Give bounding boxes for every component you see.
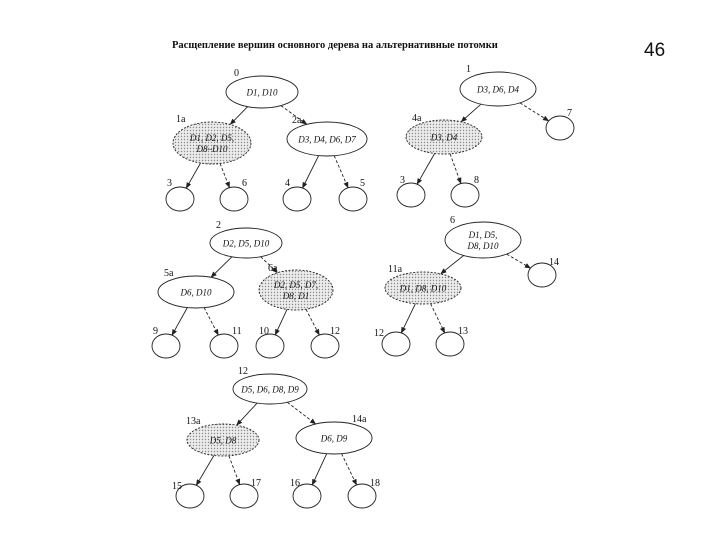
edge-m4a-m8 <box>450 154 461 184</box>
tree-node-q11a <box>385 264 461 304</box>
node-label: 14a <box>352 414 367 425</box>
node-ellipse <box>445 222 521 258</box>
node-content-text: D3, D4 <box>430 132 458 143</box>
tree-node-n5 <box>339 178 367 211</box>
node-label: 12 <box>330 326 340 337</box>
tree-node-p6a <box>259 263 333 310</box>
tree-node-n6 <box>220 178 248 211</box>
tree-node-n4 <box>283 178 311 211</box>
node-content-text: D3, D6, D4 <box>477 84 519 95</box>
edge-r14a-r18 <box>342 454 357 485</box>
edge-p2-p5a <box>211 257 232 278</box>
tree-node-q13 <box>436 326 468 356</box>
node-content-text: D2, D5, D7, <box>273 280 319 290</box>
edge-q6-q11a <box>441 256 464 274</box>
tree-node-p9 <box>152 326 180 358</box>
node-label: 3 <box>400 175 405 186</box>
edge-r14a-r16 <box>312 454 327 485</box>
node-content-text: D3, D4, D6, D7 <box>298 134 356 145</box>
node-content-text: D1, D10 <box>246 87 278 98</box>
node-label: 14 <box>549 257 559 268</box>
node-label: 12 <box>374 328 384 339</box>
node-label: 6 <box>242 178 247 189</box>
edge-q11a-q12 <box>401 304 415 333</box>
tree-node-r13a <box>186 416 259 456</box>
node-label: 1a <box>176 114 186 125</box>
tree-node-m1 <box>460 64 536 106</box>
node-ellipse <box>339 187 367 211</box>
tree-node-q12 <box>374 328 410 356</box>
node-label: 6 <box>450 215 455 226</box>
edge-r13a-r15 <box>196 456 214 486</box>
node-content-text: D2, D5, D10 <box>222 238 270 249</box>
node-content-text: D6, D10 <box>180 287 212 298</box>
node-content-text: D1, D5, <box>468 230 498 240</box>
node-content-text: D8–D10 <box>196 144 228 154</box>
tree-node-p5a <box>158 268 234 308</box>
diagram-title: Расщепление вершин основного дерева на альтернативные потомки <box>172 40 498 51</box>
tree-node-n2a <box>287 115 367 156</box>
edge-r13a-r17 <box>229 456 240 485</box>
node-label: 1 <box>466 64 471 75</box>
node-label: 16 <box>290 478 300 489</box>
tree-node-n3 <box>166 178 194 211</box>
tree-node-m7 <box>546 108 574 140</box>
node-content-text: D1, D2, D5, <box>189 133 235 143</box>
node-label: 9 <box>153 326 158 337</box>
node-ellipse <box>166 187 194 211</box>
edge-p6a-p10 <box>275 309 287 335</box>
edge-r12-r14a <box>287 402 315 424</box>
node-content-text: D5, D6, D8, D9 <box>241 384 299 395</box>
tree-node-m3 <box>397 175 425 207</box>
edge-m1-m7 <box>520 103 549 121</box>
node-label: 7 <box>567 108 572 119</box>
tree-node-p11 <box>210 326 242 358</box>
node-content-text: D8, D1 <box>282 291 310 301</box>
node-ellipse <box>451 183 479 207</box>
node-label: 15 <box>172 481 182 492</box>
node-ellipse <box>259 270 333 310</box>
node-label: 3 <box>167 178 172 189</box>
node-ellipse <box>283 187 311 211</box>
tree-node-p2 <box>210 220 282 258</box>
node-label: 13a <box>186 416 201 427</box>
node-label: 5a <box>164 268 174 279</box>
tree-node-r18 <box>348 478 380 508</box>
tree-node-q6 <box>445 215 521 258</box>
tree-nodes <box>152 64 574 508</box>
node-ellipse <box>397 183 425 207</box>
edge-p6a-p12 <box>306 309 319 335</box>
edge-m4a-m3 <box>417 154 435 185</box>
node-ellipse <box>311 334 339 358</box>
edge-n1a-n6 <box>220 164 229 188</box>
tree-node-r14a <box>296 414 372 454</box>
tree-node-m4a <box>406 113 482 154</box>
node-content-text: D5, D8 <box>209 435 237 446</box>
page-number: 46 <box>644 40 666 61</box>
edge-q6-q14 <box>507 254 531 268</box>
tree-node-p12 <box>311 326 340 358</box>
node-label: 4 <box>285 178 290 189</box>
node-label: 8 <box>474 175 479 186</box>
tree-node-n1a <box>173 114 251 164</box>
node-label: 6a <box>268 263 278 274</box>
edge-q11a-q13 <box>431 304 445 333</box>
node-content-text: D6, D9 <box>320 433 348 444</box>
node-ellipse <box>546 116 574 140</box>
node-label: 4a <box>412 113 422 124</box>
tree-node-r15 <box>172 481 204 508</box>
node-ellipse <box>152 334 180 358</box>
node-label: 10 <box>259 326 269 337</box>
edge-m1-m4a <box>461 104 481 122</box>
edge-n0-n1a <box>230 107 247 125</box>
tree-node-p10 <box>256 326 284 358</box>
node-ellipse <box>220 187 248 211</box>
node-label: 2 <box>216 220 221 231</box>
node-content-text: D8, D10 <box>467 241 499 251</box>
edge-p5a-p11 <box>204 308 218 335</box>
tree-node-r16 <box>290 478 321 508</box>
node-content-text: D1, D8, D10 <box>399 283 447 294</box>
node-label: 13 <box>458 326 468 337</box>
node-label: 18 <box>370 478 380 489</box>
tree-node-r17 <box>230 478 261 508</box>
node-label: 11 <box>232 326 242 337</box>
edge-r12-r13a <box>237 403 258 425</box>
tree-node-n0 <box>226 68 298 108</box>
node-ellipse <box>382 332 410 356</box>
edge-n1a-n3 <box>186 163 200 188</box>
tree-node-r12 <box>233 366 307 404</box>
tree-node-m8 <box>451 175 479 207</box>
edge-p5a-p9 <box>172 308 187 336</box>
node-label: 2a <box>292 115 302 126</box>
edge-n2a-n5 <box>334 156 348 188</box>
node-ellipse <box>173 122 251 164</box>
tree-node-q14 <box>528 257 559 287</box>
node-label: 0 <box>234 68 239 79</box>
node-label: 12 <box>238 366 248 377</box>
edge-n2a-n4 <box>303 156 319 188</box>
node-ellipse <box>210 334 238 358</box>
node-label: 17 <box>251 478 261 489</box>
node-label: 5 <box>360 178 365 189</box>
node-label: 11a <box>388 264 403 275</box>
node-ellipse <box>256 334 284 358</box>
